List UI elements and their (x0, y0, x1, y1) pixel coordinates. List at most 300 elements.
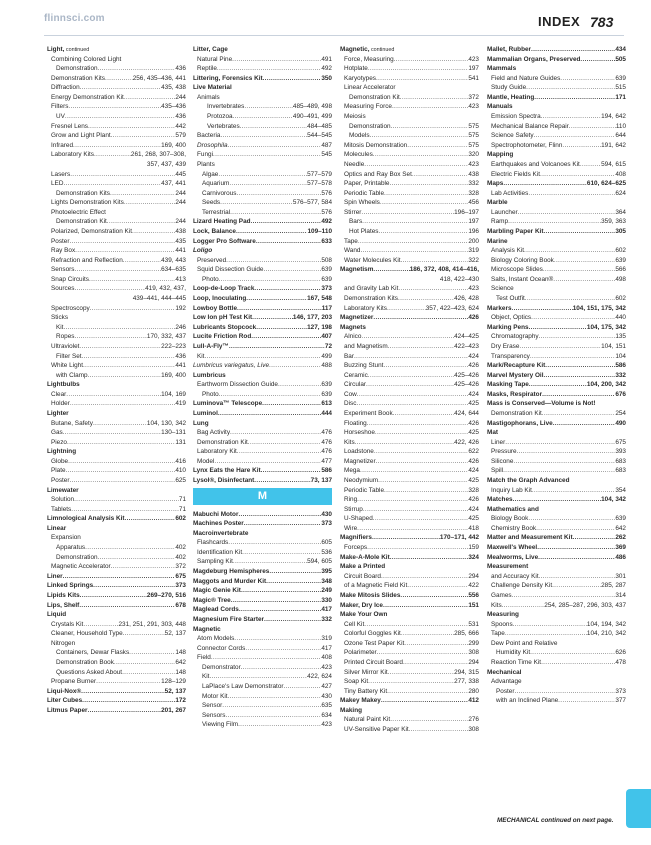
index-entry (47, 93, 186, 103)
dot-leader (241, 663, 322, 673)
entry-term: Cow (344, 390, 357, 398)
entry-term: Electric Fields Kit (491, 170, 541, 178)
dot-leader (225, 711, 321, 721)
index-heading (487, 562, 626, 572)
index-entry (47, 217, 186, 227)
dot-leader (244, 102, 293, 112)
index-entry (47, 562, 186, 572)
page-reference: 402 (175, 553, 186, 561)
page-reference: 556 (468, 591, 479, 599)
page-reference: 169, 400 (161, 371, 186, 379)
page-reference: 364 (615, 208, 626, 216)
dot-leader (209, 672, 307, 682)
entry-term: Ray Box (51, 247, 76, 255)
entry-term: Live Material (193, 84, 232, 92)
entry-term: Lights Demonstration Kits (51, 199, 124, 207)
dot-leader (540, 170, 615, 180)
dot-leader (409, 725, 469, 735)
continuation-note: MECHANICAL continued on next page. (497, 817, 614, 824)
dot-leader (238, 720, 321, 730)
page-reference: 301 (615, 572, 626, 580)
page-reference: 676 (615, 390, 626, 398)
dot-leader (68, 102, 161, 112)
entry-term: Lumbricus variegatus, Live (193, 362, 270, 370)
page-reference: 425–426 (454, 371, 479, 379)
dot-leader (512, 591, 616, 601)
page-reference: 437, 441 (161, 180, 186, 188)
page-reference: 254 (615, 409, 626, 417)
dot-leader (394, 55, 469, 65)
page-reference: 377 (615, 697, 626, 705)
dot-leader (376, 457, 469, 467)
index-heading (487, 668, 626, 678)
dot-leader (263, 74, 322, 84)
dot-leader (85, 543, 175, 553)
entry-term: White Light (51, 362, 83, 370)
dot-leader (132, 227, 175, 237)
dot-leader (251, 332, 321, 342)
dot-leader (381, 572, 468, 582)
dot-leader (65, 112, 175, 122)
entry-term: Lysol®, Disinfectant (193, 477, 255, 485)
page-reference: 322 (468, 256, 479, 264)
entry-term: Mark/Recapture Kit (487, 362, 546, 370)
entry-term: Liqui-Nox® (47, 687, 82, 695)
dot-leader (79, 601, 175, 611)
page-reference: 602 (615, 295, 626, 303)
dot-leader (231, 596, 322, 606)
page-reference: 422 (468, 582, 479, 590)
index-entry (193, 141, 332, 151)
index-entry (340, 227, 479, 237)
index-heading (340, 45, 479, 55)
page-reference: 412 (468, 697, 479, 705)
page-reference: 372 (468, 93, 479, 101)
dot-leader (357, 390, 469, 400)
page-reference: 515 (615, 84, 626, 92)
entry-term: Globe (51, 457, 69, 465)
page-reference: 436 (175, 113, 186, 121)
index-entry (340, 304, 479, 314)
page-reference: 508 (321, 256, 332, 264)
entry-term: Ceramic (344, 371, 368, 379)
index-entry (340, 591, 479, 601)
index-entry (340, 505, 479, 515)
page-reference: 634 (321, 711, 332, 719)
entry-term: Luminova™ Telescope (193, 400, 263, 408)
page-reference: 319 (321, 635, 332, 643)
entry-term: Demonstration (56, 65, 98, 73)
dot-leader (513, 495, 602, 505)
index-entry (487, 170, 626, 180)
entry-term: Plate (51, 467, 66, 475)
dot-leader (378, 476, 468, 486)
index-entry (340, 102, 479, 112)
dot-leader (218, 170, 307, 180)
dot-leader (123, 629, 165, 639)
index-entry (487, 409, 626, 419)
index-entry (193, 711, 332, 721)
entry-term: Ramp (491, 218, 509, 226)
page-reference: 575 (468, 132, 479, 140)
entry-term: Dew Point and Relative (491, 639, 558, 647)
index-entry (193, 227, 332, 237)
entry-term: Alnico (344, 333, 362, 341)
entry-term: Low Ion pH Test Kit (193, 314, 253, 322)
dot-leader (366, 380, 454, 390)
index-entry (487, 466, 626, 476)
entry-term: Linear (47, 524, 67, 532)
dot-leader (529, 323, 587, 333)
entry-term: Dry Erase (491, 342, 520, 350)
entry-term: Magnetic Accelerator (51, 563, 111, 571)
index-entry (487, 256, 626, 266)
page-reference: 246 (175, 323, 186, 331)
entry-term: Loop-de-Loop Track (193, 285, 255, 293)
index-heading (340, 706, 479, 716)
dot-leader (245, 644, 321, 654)
dot-leader (236, 227, 307, 237)
entry-term: Field and Nature Guides (491, 74, 561, 82)
index-entry (193, 55, 332, 65)
entry-term: Demonstration Kit (56, 218, 107, 226)
index-entry (487, 323, 626, 333)
index-entry (487, 141, 626, 151)
entry-term: Chromatography (491, 333, 539, 341)
index-entry (47, 361, 186, 371)
entry-term: Demonstration Kits (56, 189, 110, 197)
index-entry (47, 620, 186, 630)
entry-term: Laboratory Kits (344, 304, 387, 312)
page-reference: 254, 285–287, 296, 303, 437 (544, 601, 626, 609)
dot-leader (66, 390, 161, 400)
dot-leader (263, 265, 321, 275)
index-entry (193, 476, 332, 486)
dot-leader (374, 447, 468, 457)
index-entry (487, 208, 626, 218)
index-entry (47, 102, 186, 112)
entry-term: Paper, Printable (344, 180, 390, 188)
dot-leader (266, 577, 321, 587)
index-heading (487, 505, 626, 515)
dot-leader (88, 371, 162, 381)
dot-leader (377, 648, 469, 658)
index-entry (487, 696, 626, 706)
dot-leader (368, 64, 469, 74)
entry-term: with an Inclined Plane (496, 697, 559, 705)
entry-term: Microscope Slides (491, 266, 543, 274)
entry-term: Littering, Forensics Kit (193, 74, 263, 82)
dot-leader (407, 141, 468, 151)
index-entry (340, 313, 479, 323)
page-reference: 683 (615, 467, 626, 475)
index-entry (47, 275, 186, 285)
index-heading (47, 610, 186, 620)
page-reference: 359, 363 (601, 218, 626, 226)
entry-term: Connector Cords (197, 644, 246, 652)
dot-leader (541, 112, 601, 122)
entry-term: of a Magnetic Field Kit (344, 582, 408, 590)
index-entry (193, 399, 332, 409)
index-entry (487, 648, 626, 658)
page-reference: 332 (468, 180, 479, 188)
index-entry (487, 294, 626, 304)
entry-term: Advantage (491, 678, 522, 686)
page-reference: 261, 268, 307–308, (130, 151, 186, 159)
dot-leader (541, 658, 615, 668)
dot-leader (398, 294, 454, 304)
entry-term: U-Shaped (344, 515, 373, 523)
page-reference: 308 (468, 649, 479, 657)
page-reference: 308 (468, 726, 479, 734)
dot-leader (63, 572, 176, 582)
entry-term: Study Guide (491, 84, 527, 92)
page-reference: 319 (468, 247, 479, 255)
page-reference: 425 (468, 515, 479, 523)
dot-leader (553, 419, 616, 429)
index-entry (193, 122, 332, 132)
dot-leader (75, 246, 175, 256)
dot-leader (383, 601, 468, 611)
index-heading (193, 246, 332, 256)
index-column-2 (193, 45, 332, 730)
page-reference: 626 (615, 649, 626, 657)
entry-term: Vertebrates (207, 122, 240, 130)
dot-leader (80, 83, 161, 93)
dot-leader (505, 629, 587, 639)
dot-leader (580, 55, 615, 65)
page-reference: 576 (321, 189, 332, 197)
entry-term: Soap Kit (344, 678, 369, 686)
page-reference: 499 (321, 352, 332, 360)
index-entry (487, 131, 626, 141)
dot-leader (534, 93, 615, 103)
letter-tab[interactable] (626, 789, 651, 828)
page-reference: 441 (175, 362, 186, 370)
index-entry (193, 170, 332, 180)
page-reference: 678 (175, 601, 186, 609)
page-reference: 441 (175, 247, 186, 255)
page-reference: 476 (321, 429, 332, 437)
index-entry (340, 189, 479, 199)
index-entry (487, 514, 626, 524)
entry-term: Plants (197, 160, 215, 168)
page-reference: 186, 372, 408, 414–416, (409, 266, 479, 274)
index-entry (487, 332, 626, 342)
dot-leader (360, 466, 468, 476)
entry-term: Kit (56, 323, 64, 331)
dot-leader (539, 332, 616, 342)
dot-leader (513, 457, 615, 467)
page-reference: 104 (615, 352, 626, 360)
page-reference: 505 (615, 55, 626, 63)
entry-term: Manuals (487, 103, 513, 111)
index-entry (340, 150, 479, 160)
index-entry (340, 265, 479, 275)
entry-term: Kits (344, 438, 355, 446)
entry-term: Mallet, Rubber (487, 46, 532, 53)
entry-term: Silver Mirror Kit (344, 668, 388, 676)
page-reference: 244 (175, 93, 186, 101)
entry-term: Cleaner, Household Type (51, 630, 123, 638)
index-entry (340, 476, 479, 486)
index-entry (340, 409, 479, 419)
page-reference: 357, 437, 439 (146, 160, 186, 168)
index-entry (193, 256, 332, 266)
entry-term: Periodic Table (344, 189, 385, 197)
entry-term: Energy Demonstration Kit (51, 93, 124, 101)
index-entry (487, 677, 626, 687)
dot-leader (122, 668, 175, 678)
page-reference: 575 (468, 141, 479, 149)
entry-term: Make-A-Mole Kit (340, 553, 390, 561)
entry-term: Challenge Density Kit (491, 582, 553, 590)
page-reference: 613 (321, 400, 332, 408)
dot-leader (383, 361, 468, 371)
dot-leader (284, 682, 322, 692)
page-reference: 196–197 (454, 208, 479, 216)
dot-leader (234, 634, 321, 644)
entry-term: Sensor (202, 702, 223, 710)
dot-leader (384, 486, 468, 496)
index-entry (193, 548, 332, 558)
dot-leader (70, 399, 176, 409)
entry-term: Magnetic, continued (340, 46, 395, 53)
index-entry (47, 332, 186, 342)
page-reference: 285, 287 (601, 582, 626, 590)
dot-leader (554, 256, 615, 266)
page-reference: 426 (468, 419, 479, 427)
dot-leader (390, 553, 469, 563)
index-heading (193, 625, 332, 635)
index-entry (193, 284, 332, 294)
dot-leader (220, 131, 307, 141)
entry-term: Poster (51, 477, 70, 485)
page-reference: 586 (321, 467, 332, 475)
entry-term: Lizard Heating Pad (193, 218, 251, 226)
entry-term: Mass is Conserved—Volume is Not! (487, 400, 596, 408)
index-entry (47, 428, 186, 438)
index-entry (487, 179, 626, 189)
index-entry (47, 668, 186, 678)
index-entry (340, 572, 479, 582)
index-entry (193, 692, 332, 702)
index-entry (193, 701, 332, 711)
page-reference: 201, 267 (161, 706, 186, 714)
index-entry (47, 572, 186, 582)
index-entry (340, 294, 479, 304)
page-reference: 135 (615, 333, 626, 341)
entry-term: Spill (491, 467, 504, 475)
index-entry (193, 409, 332, 419)
dot-leader (538, 553, 615, 563)
entry-term: Natural Paint Kit (344, 716, 391, 724)
index-entry (340, 371, 479, 381)
dot-leader (228, 692, 322, 702)
entry-term: Kit (202, 673, 210, 681)
page-reference: 639 (615, 256, 626, 264)
entry-term: Model (197, 457, 215, 465)
page-reference: 478 (615, 659, 626, 666)
page-reference: 430 (321, 510, 332, 518)
index-entry (193, 720, 332, 730)
page-reference: 418, 422–430 (439, 275, 479, 283)
entry-term: Viewing Film (202, 721, 239, 729)
dot-leader (219, 275, 322, 285)
dot-leader (90, 304, 176, 314)
page-reference: 294 (468, 659, 479, 666)
index-heading (340, 323, 479, 333)
entry-term: Ring (344, 496, 358, 504)
entry-term: Lipids Kits (47, 591, 80, 599)
page-reference: 425 (468, 477, 479, 485)
index-entry (340, 648, 479, 658)
dot-leader (63, 179, 161, 189)
dot-leader (356, 399, 468, 409)
index-entry (193, 304, 332, 314)
index-entry (340, 725, 479, 735)
entry-term: Disc (344, 400, 357, 408)
page-reference: 170–171, 442 (439, 534, 479, 542)
entry-term: Measuring Force (344, 103, 392, 111)
page-reference: 417 (321, 644, 332, 652)
dot-leader (388, 342, 454, 352)
entry-term: Poster (496, 687, 515, 695)
entry-term: Measurement (487, 563, 529, 571)
page-reference: 683 (615, 457, 626, 465)
entry-term: Propane Burner (51, 678, 97, 686)
index-heading (487, 102, 626, 112)
entry-term: Test Outfit (496, 295, 525, 303)
entry-term: Holder (51, 400, 70, 408)
entry-term: Lowboy Bottle (193, 304, 238, 312)
page-reference: 476 (321, 448, 332, 456)
page-reference: 625 (175, 477, 186, 485)
index-entry (47, 371, 186, 381)
index-entry (340, 246, 479, 256)
index-entry (193, 131, 332, 141)
index-entry (193, 275, 332, 285)
entry-term: Horseshoe (344, 429, 375, 437)
entry-term: Object, Optics (491, 314, 532, 322)
index-entry (340, 112, 479, 122)
index-entry (340, 677, 479, 687)
page-reference: 422, 624 (307, 673, 332, 681)
entry-term: Molecules (344, 151, 373, 159)
index-entry (487, 342, 626, 352)
page-reference: 262 (615, 534, 626, 542)
dot-leader (373, 313, 468, 323)
entry-term: Liner (491, 438, 506, 446)
entry-term: Lightbulbs (47, 381, 80, 389)
page-reference: 577–578 (307, 180, 332, 188)
entry-term: Bars (349, 218, 363, 226)
index-entry (193, 519, 332, 529)
index-entry (47, 131, 186, 141)
index-column-3 (340, 45, 479, 735)
entry-term: Magic® Tree (193, 596, 231, 604)
dot-leader (373, 265, 409, 275)
entry-term: Marble (487, 199, 508, 207)
page-reference: 424–425 (454, 333, 479, 341)
index-entry (47, 256, 186, 266)
page-reference: 52, 137 (164, 687, 186, 695)
index-heading (487, 476, 626, 486)
entry-term: Demonstration Kit (197, 438, 248, 446)
entry-term: Snap Circuits (51, 275, 90, 283)
index-column-4 (487, 45, 626, 706)
site-name[interactable]: flinnsci.com (44, 13, 105, 24)
